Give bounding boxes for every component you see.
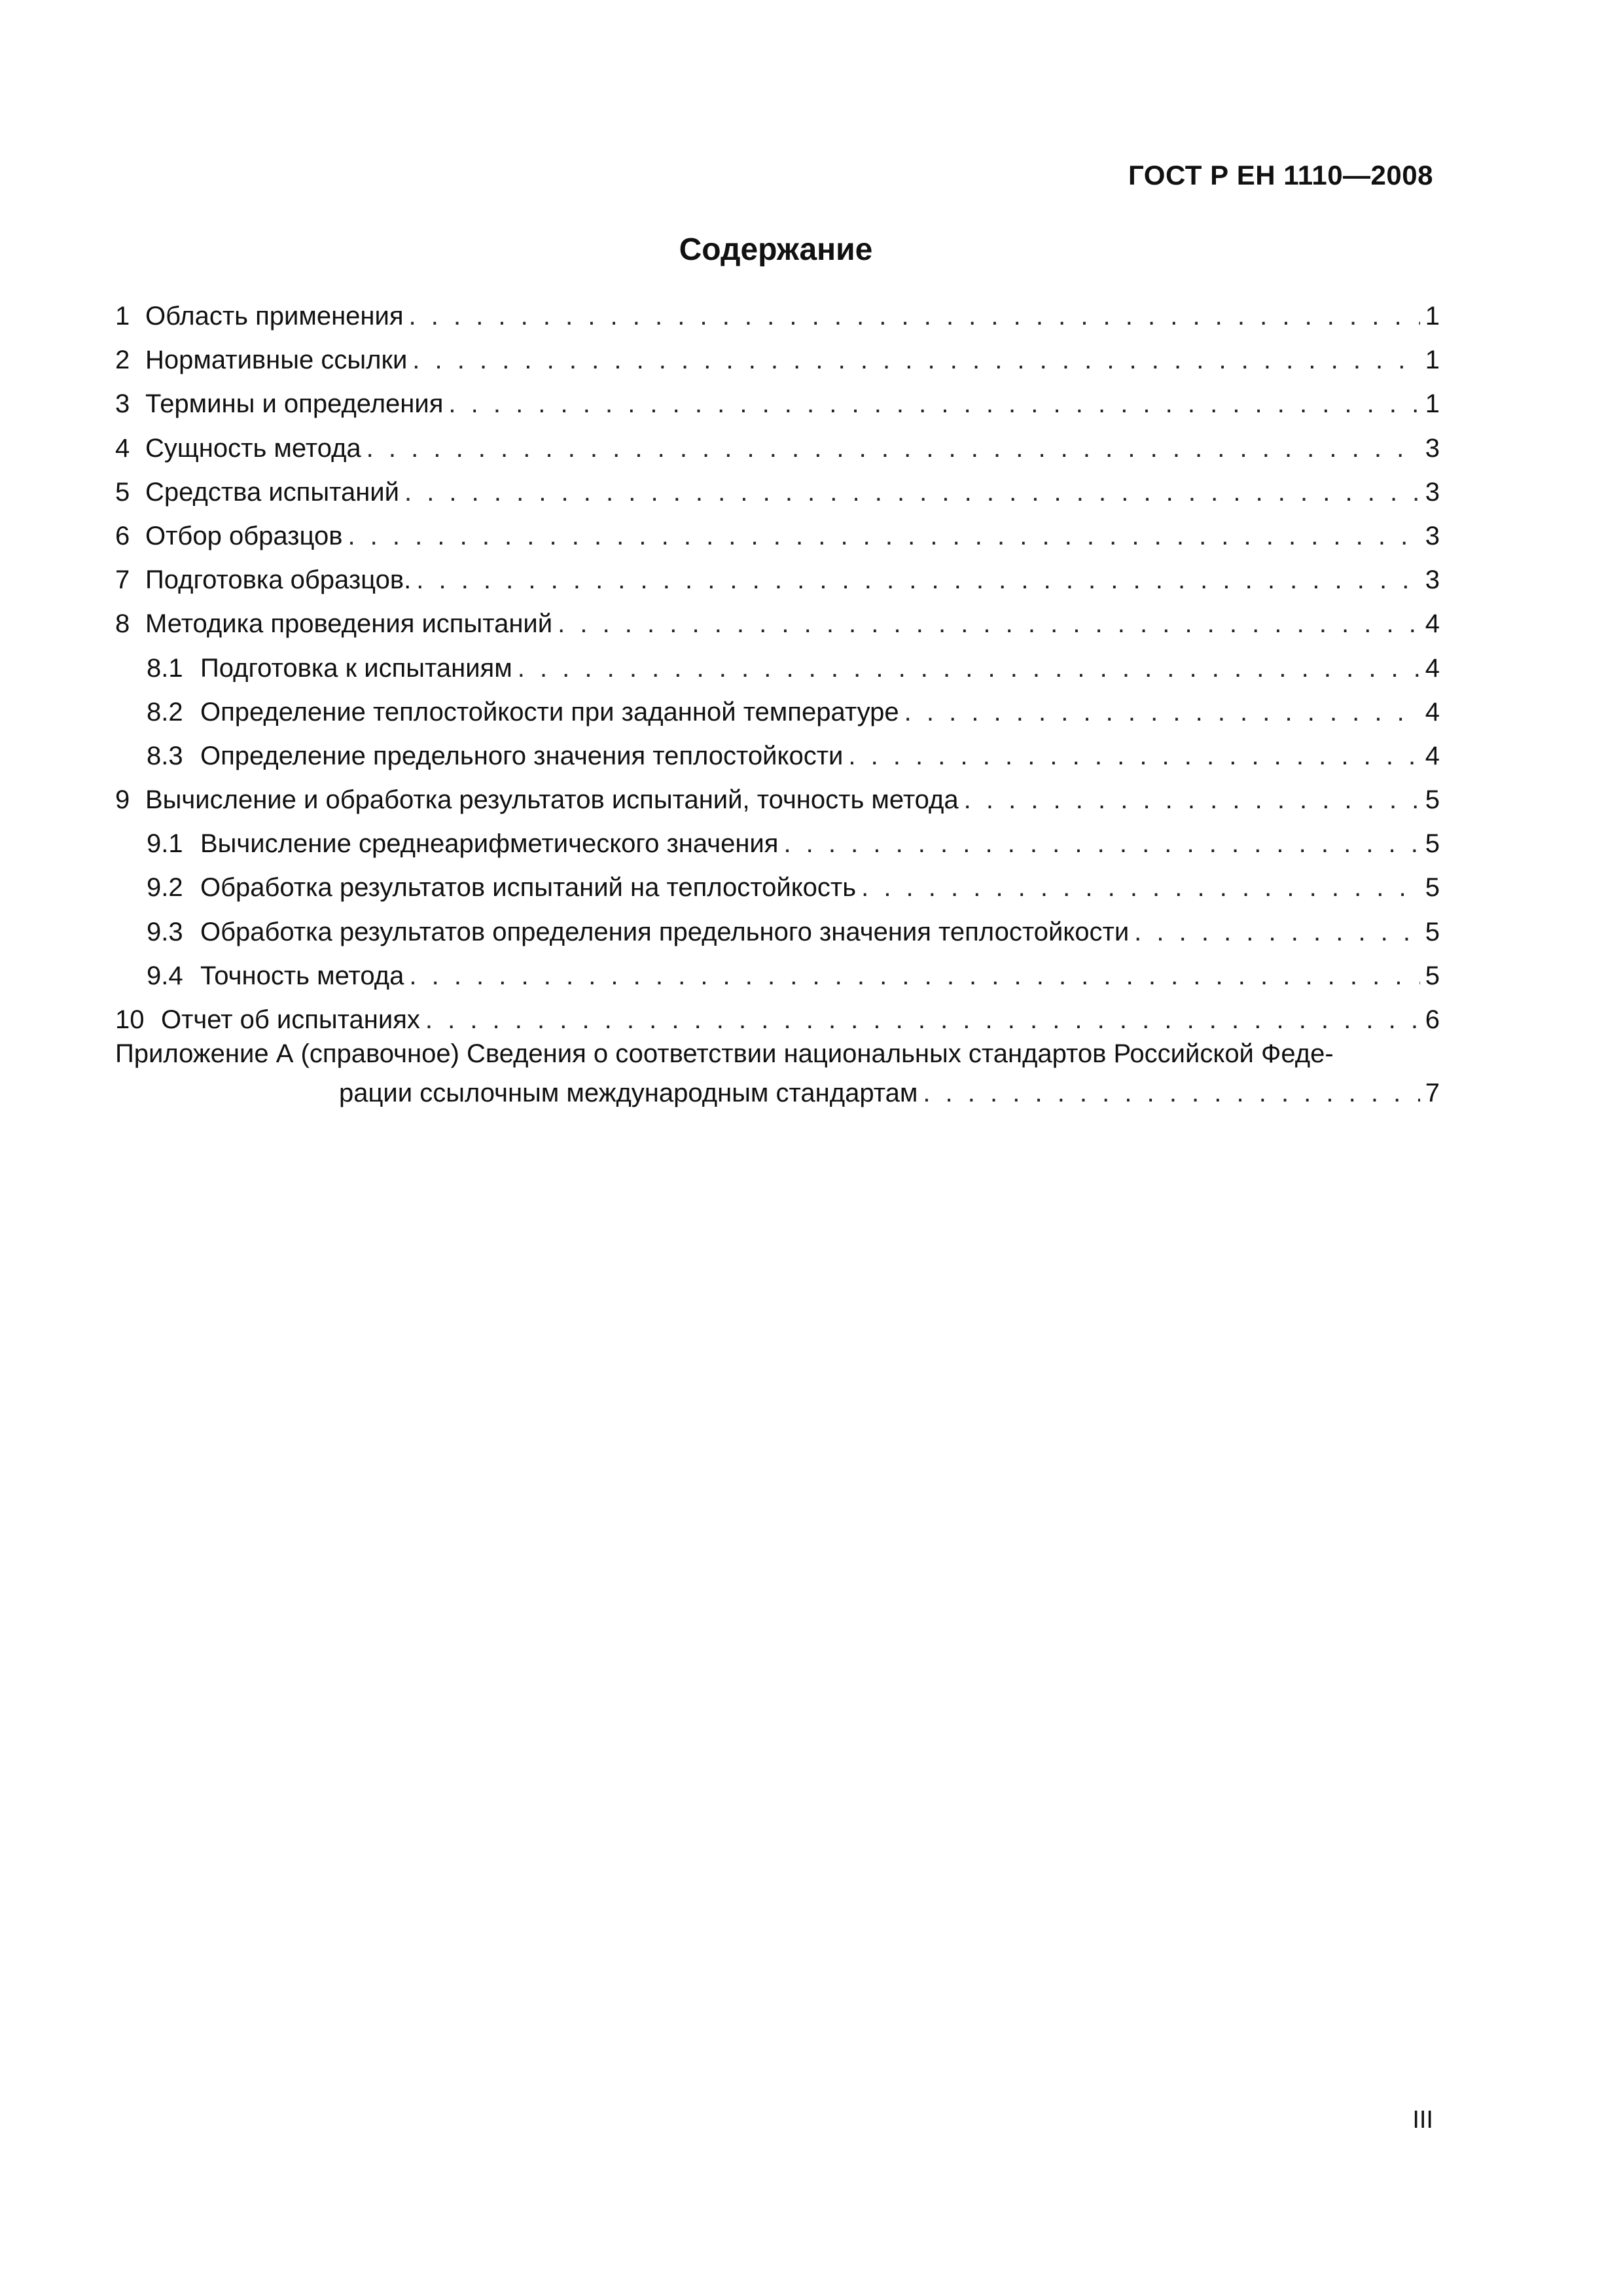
dot-leader — [848, 734, 1419, 778]
dot-leader — [518, 647, 1420, 691]
toc-item[interactable] — [115, 602, 1440, 646]
dot-leader — [409, 954, 1419, 998]
toc-item-number: 8.3 — [147, 741, 183, 770]
toc-item-number: 8.1 — [147, 653, 183, 683]
toc-item[interactable] — [115, 778, 1440, 822]
dot-leader — [348, 514, 1419, 558]
appendix-title-line-2: рации ссылочным международным стандартам — [339, 1079, 918, 1107]
toc-subitem[interactable] — [115, 910, 1440, 954]
toc-item-page: 3 — [1425, 565, 1440, 595]
toc-item[interactable] — [115, 338, 1440, 382]
toc-item-number: 8 — [115, 609, 130, 639]
toc-item-number: 8.2 — [147, 697, 183, 726]
toc-item-page: 5 — [1425, 873, 1440, 903]
toc-item-title: Обработка результатов определения предельного значения теплостойкости — [200, 917, 1130, 946]
toc-item[interactable] — [115, 427, 1440, 471]
table-of-contents — [115, 295, 1440, 1042]
toc-item-page: 4 — [1425, 741, 1440, 770]
toc-item[interactable] — [115, 514, 1440, 558]
toc-item-page: 1 — [1425, 302, 1440, 331]
toc-item-page: 3 — [1425, 477, 1440, 507]
dot-leader — [904, 691, 1420, 734]
dot-leader — [366, 427, 1420, 471]
toc-item-title: Сущность метода — [145, 433, 361, 463]
dot-leader — [964, 778, 1420, 822]
toc-item-number: 9.3 — [147, 917, 183, 946]
toc-item-page: 4 — [1425, 653, 1440, 683]
toc-item-page: 3 — [1425, 433, 1440, 463]
toc-item[interactable] — [115, 382, 1440, 426]
toc-item-page: 5 — [1425, 917, 1440, 946]
document-code: ГОСТ Р ЕН 1110—2008 — [1128, 160, 1433, 190]
dot-leader — [861, 866, 1420, 910]
toc-item-page: 3 — [1425, 521, 1440, 550]
toc-subitem[interactable] — [115, 866, 1440, 910]
toc-item[interactable] — [115, 558, 1440, 602]
toc-item-title: Вычисление и обработка результатов испытаний, точность метода — [145, 785, 959, 815]
toc-item-title: Область применения — [145, 302, 404, 331]
dot-leader — [448, 382, 1419, 426]
toc-item-page: 1 — [1425, 389, 1440, 419]
toc-item-title: Подготовка образцов. — [145, 565, 412, 595]
toc-item-number: 4 — [115, 433, 130, 463]
toc-item-page: 4 — [1425, 609, 1440, 639]
toc-item-number: 5 — [115, 477, 130, 507]
toc-subitem[interactable] — [115, 691, 1440, 734]
toc-item-title: Средства испытаний — [145, 477, 399, 507]
toc-item-page: 5 — [1425, 961, 1440, 990]
toc-item-number: 6 — [115, 521, 130, 550]
dot-leader — [409, 295, 1420, 338]
dot-leader — [1134, 910, 1420, 954]
toc-item-title: Определение предельного значения теплостойкости — [200, 741, 844, 770]
dot-leader — [558, 602, 1420, 646]
appendix-title-line-1: Приложение А (справочное) Сведения о соответствии национальных стандартов Российской Феде- — [115, 1039, 1334, 1068]
toc-item-title: Методика проведения испытаний — [145, 609, 553, 639]
dot-leader — [412, 338, 1419, 382]
dot-leader — [404, 471, 1420, 514]
toc-subitem[interactable] — [115, 954, 1440, 998]
page-number: III — [1412, 2106, 1433, 2134]
toc-item-title: Подготовка к испытаниям — [200, 653, 512, 683]
toc-item-number: 9.2 — [147, 873, 183, 903]
toc-item-number: 10 — [115, 1005, 145, 1034]
toc-item-title: Термины и определения — [145, 389, 444, 419]
dot-leader — [783, 822, 1419, 866]
toc-item-number: 9.1 — [147, 829, 183, 859]
toc-subitem[interactable] — [115, 822, 1440, 866]
toc-item-number: 9.4 — [147, 961, 183, 990]
toc-item-title: Обработка результатов испытаний на теплостойкость — [200, 873, 857, 903]
toc-item-number: 3 — [115, 389, 130, 419]
toc-item-title: Вычисление среднеарифметического значения — [200, 829, 779, 859]
toc-item-page: 5 — [1425, 829, 1440, 859]
toc-item-title: Точность метода — [200, 961, 404, 990]
toc-title: Содержание — [679, 232, 873, 267]
toc-item-number: 2 — [115, 346, 130, 375]
toc-item-page: 6 — [1425, 1005, 1440, 1034]
toc-subitem[interactable] — [115, 734, 1440, 778]
toc-item[interactable] — [115, 471, 1440, 514]
toc-item-number: 1 — [115, 302, 130, 331]
toc-item-page: 5 — [1425, 785, 1440, 815]
toc-item[interactable] — [115, 295, 1440, 338]
toc-item-number: 7 — [115, 565, 130, 595]
toc-subitem[interactable] — [115, 647, 1440, 691]
toc-item-number: 9 — [115, 785, 130, 815]
toc-item-title: Отбор образцов — [145, 521, 343, 550]
toc-item-page: 4 — [1425, 697, 1440, 726]
toc-appendix-item[interactable] — [115, 1034, 1440, 1113]
toc-item-page: 1 — [1425, 346, 1440, 375]
toc-item-title: Отчет об испытаниях — [161, 1005, 420, 1034]
toc-item-title: Определение теплостойкости при заданной температуре — [200, 697, 899, 726]
dot-leader — [923, 1073, 1419, 1113]
toc-item-title: Нормативные ссылки — [145, 346, 408, 375]
dot-leader — [416, 558, 1420, 602]
appendix-page: 7 — [1425, 1079, 1440, 1107]
